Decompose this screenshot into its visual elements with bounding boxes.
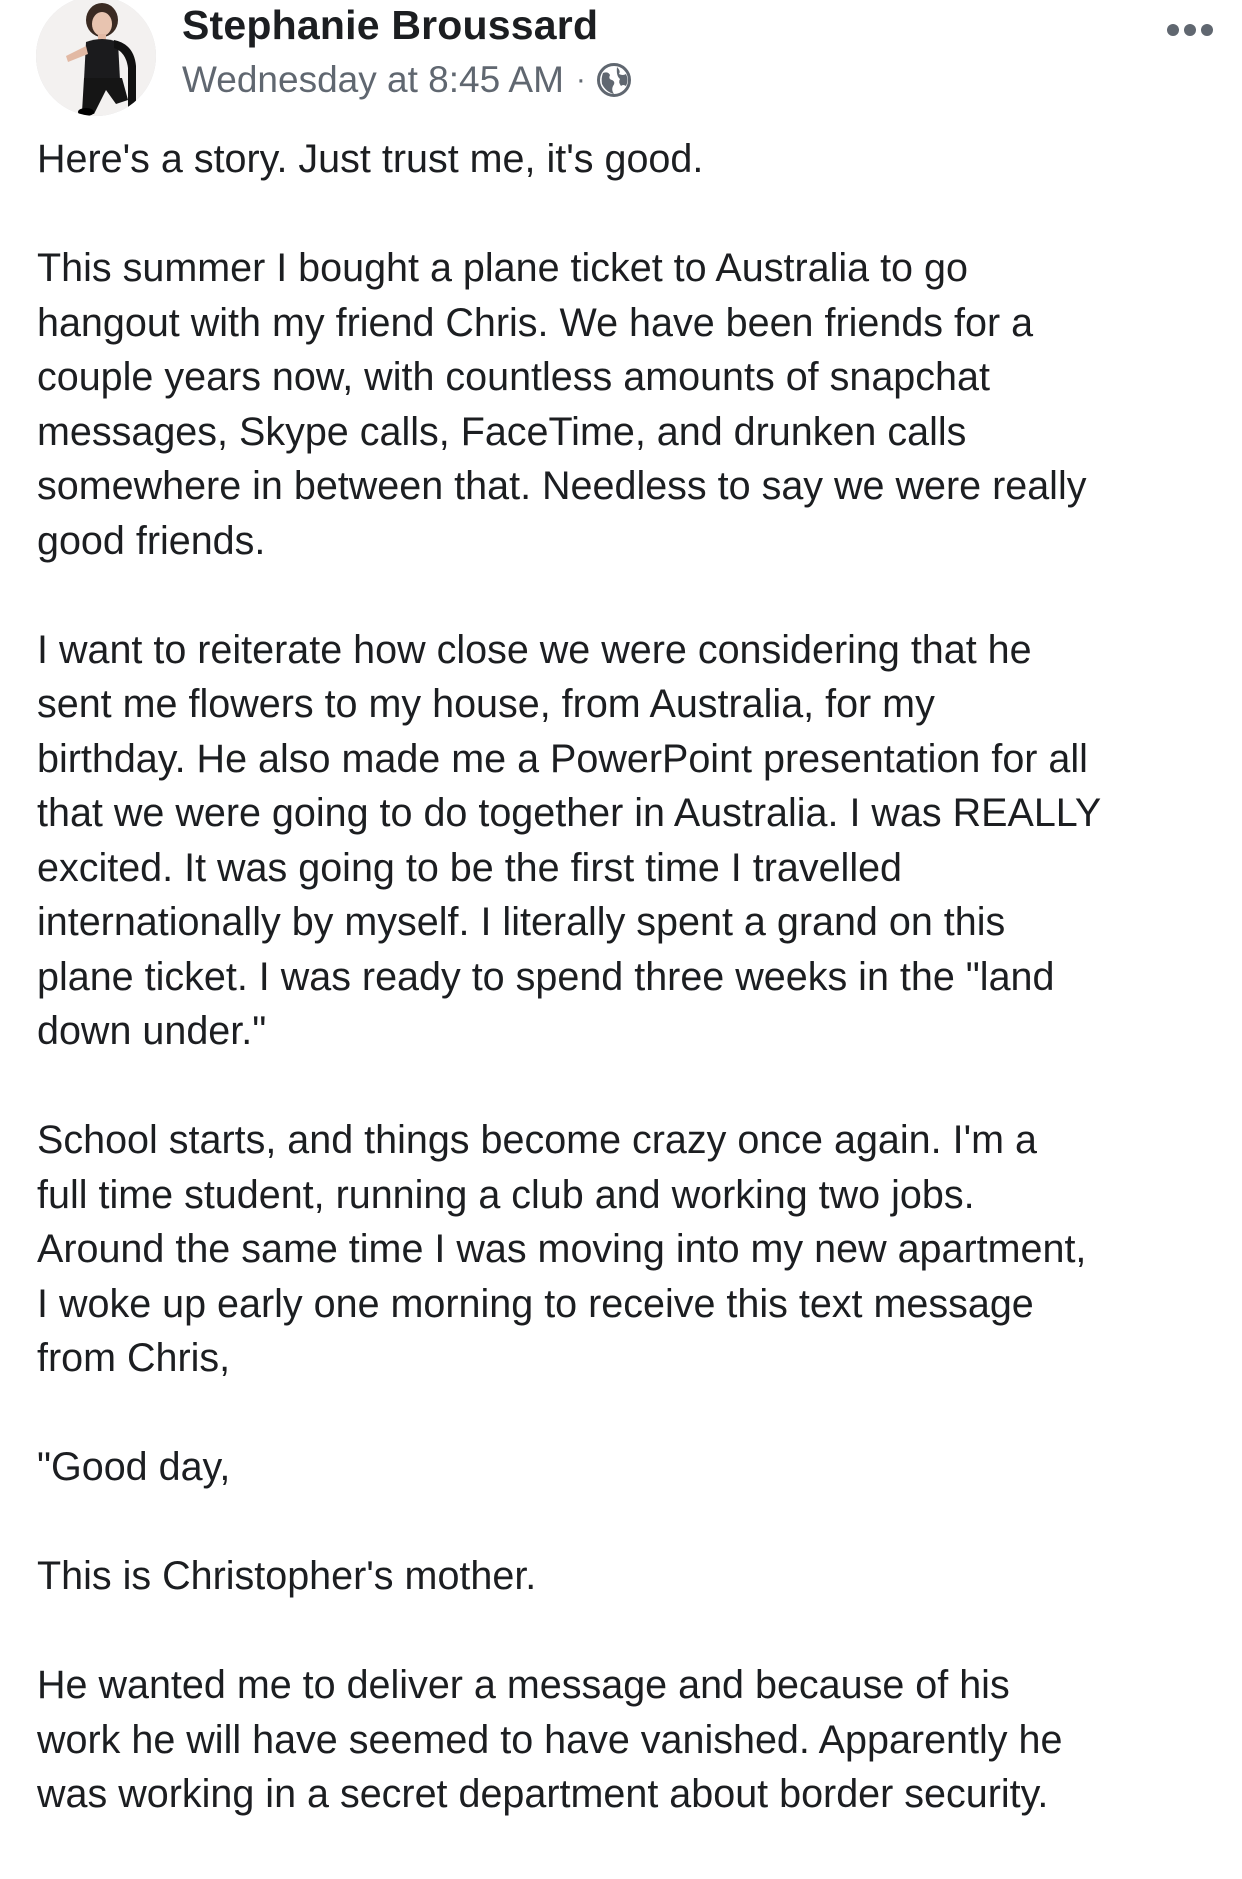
text-line: birthday. He also made me a PowerPoint presentation for all (37, 736, 1088, 781)
text-line: hangout with my friend Chris. We have been friends for a (37, 300, 1034, 345)
text-line: He wanted me to deliver a message and because of his (37, 1663, 1010, 1707)
text-line: plane ticket. I was ready to spend three weeks in the "land (37, 954, 1055, 999)
text-line: work he will have seemed to have vanished. Apparently he (37, 1717, 1063, 1762)
post-timestamp[interactable]: Wednesday at 8:45 AM (182, 59, 564, 100)
text-line: This is Christopher's mother. (37, 1554, 537, 1598)
post-meta (182, 58, 632, 102)
post-header (0, 0, 1242, 120)
text-line: couple years now, with countless amounts of snapchat (37, 355, 990, 399)
text-line: full time student, running a club and working two jobs. (37, 1172, 975, 1217)
text-line: "Good day, (37, 1445, 231, 1489)
text-line: sent me flowers to my house, from Australia, for my (37, 682, 935, 726)
paragraph (37, 1113, 1217, 1386)
author-name[interactable]: Stephanie Broussard (182, 2, 599, 48)
paragraph (37, 1549, 1217, 1604)
text-line: internationally by myself. I literally spent a grand on this (37, 900, 1006, 944)
cut-off-text-line (37, 1860, 1217, 1879)
meta-separator: · (575, 63, 586, 96)
text-line: down under." (37, 1009, 267, 1053)
post-text (37, 132, 1217, 1876)
paragraph (37, 132, 1217, 187)
paragraph (37, 241, 1217, 568)
text-line: I want to reiterate how close we were considering that he (37, 627, 1032, 672)
paragraph (37, 1658, 1217, 1822)
text-line: excited. It was going to be the first time I travelled (37, 845, 903, 890)
more-options-button[interactable] (1160, 10, 1220, 50)
text-line: messages, Skype calls, FaceTime, and drunken calls (37, 409, 967, 454)
author-avatar[interactable] (36, 0, 156, 116)
text-line: somewhere in between that. Needless to say we were really (37, 464, 1087, 508)
paragraph (37, 1440, 1217, 1495)
text-line: was working in a secret department about border security. (37, 1772, 1049, 1816)
text-line: from Chris, (37, 1336, 231, 1380)
more-options-icon (1166, 23, 1214, 37)
globe-icon[interactable] (596, 62, 632, 98)
text-line: This summer I bought a plane ticket to Australia to go (37, 246, 968, 290)
paragraph (37, 623, 1217, 1059)
text-line: good friends. (37, 518, 266, 563)
text-line: that we were going to do together in Australia. I was REALLY (37, 791, 1102, 835)
text-line: Around the same time I was moving into my new apartment, (37, 1227, 1087, 1271)
text-line: I woke up early one morning to receive this text message (37, 1281, 1034, 1326)
text-line: School starts, and things become crazy once again. I'm a (37, 1118, 1037, 1162)
profile-photo (36, 0, 156, 116)
text-line: Here's a story. Just trust me, it's good. (37, 137, 704, 181)
